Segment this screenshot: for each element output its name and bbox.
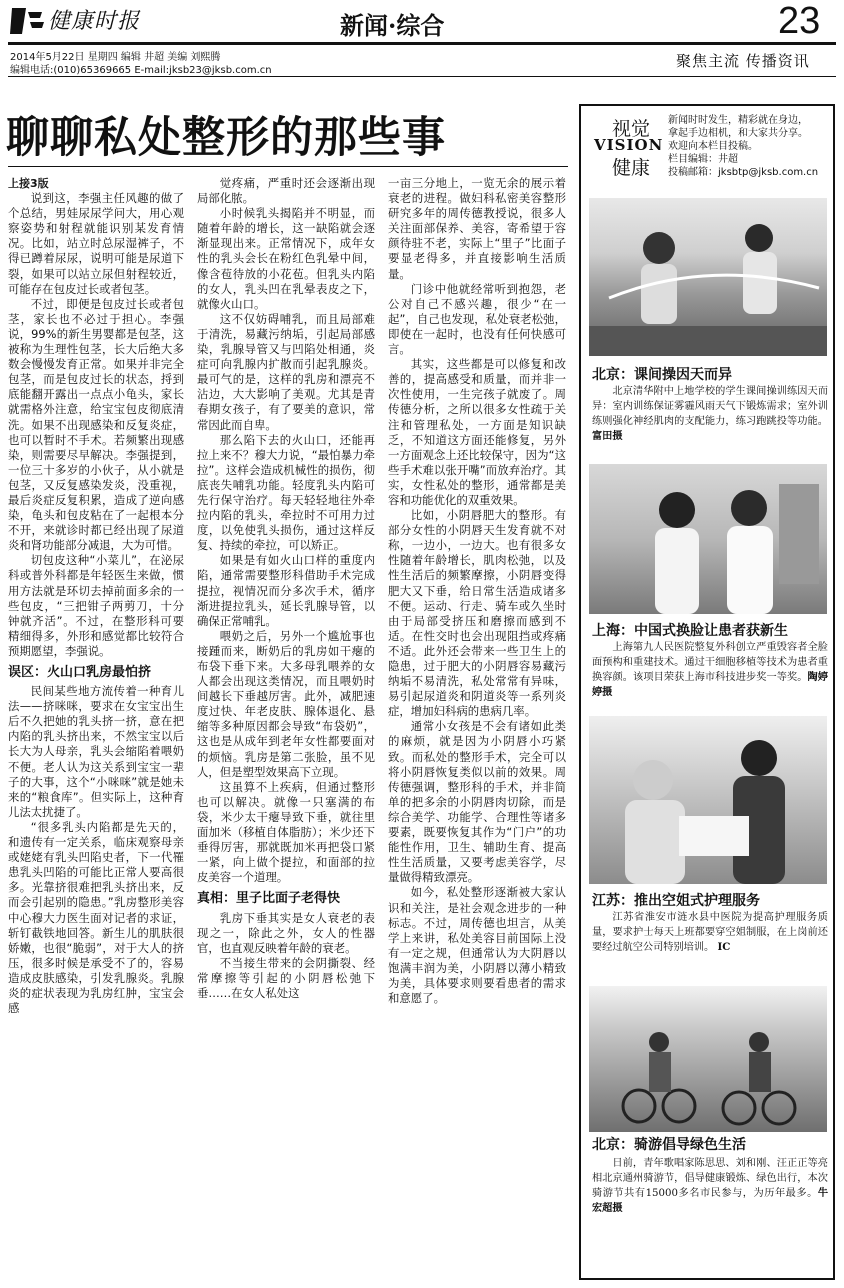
photo-credit: 牛宏超摄 xyxy=(592,1187,828,1214)
section-title: 新闻·综合 xyxy=(340,11,445,40)
caption-text: 北京清华附中上地学校的学生课间操训练因天而异：室内训练保证雾霾风雨天气下锻炼需求；室外训练则强化神经肌肉的支配能力，练习跑跳投等功能。 xyxy=(592,386,828,427)
editor-contact: 编辑电话:(010)65369665 E-mail:jksb23@jksb.com.cn xyxy=(10,65,272,76)
intro-line: 新闻时时发生，精彩就在身边， xyxy=(668,115,808,126)
paragraph: 比如，小阴唇肥大的整形。有部分女性的小阴唇天生发育就不对称，一边小，一边大。也有很多女性随着年龄增长，肌肉松弛，以及性生活后的频繁摩擦，小阴唇变得肥大又下垂，给日常生活造成诸多不便。运动、行走、骑车或久坐时由于局部受挤压和磨擦而感到不适。在性交时也会出现阻挡或疼痛不适。此外还会带来一些卫生上的隐患，过于肥大的小阴唇容易藏污纳垢不易清洗，私处常常有异味，易引起尿道炎和阴道炎等一系列炎症，增加妇科病的患病几率。 xyxy=(388,508,566,719)
article-column-3 xyxy=(388,176,566,1280)
paragraph: 民间某些地方流传着一种育儿法——挤咪咪，要求在女宝宝出生后不久把她的乳头挤一挤，意在把内陷的乳头挤出来，不然宝宝以后长大为人母亲，乳头会缩陷着喂奶不便。老人认为这关系到宝宝一辈子的大事，这个“小咪咪”就是她未来的“粮食库”。但实际上，这种育儿法太扰捷了。 xyxy=(8,684,184,819)
intro-line: 投稿邮箱：jksbtp@jksb.com.cn xyxy=(668,167,819,178)
caption-text: 上海第九人民医院整复外科创立严重毁容者全脸面预构和重建技术。通过干细胞移植等技术为患者重换容颜。该项目荣获上海市科技进步奖一等奖。 xyxy=(592,642,828,683)
story-caption xyxy=(592,640,828,700)
article-column-1 xyxy=(8,176,184,1280)
caption-text: 江苏省淮安市涟水县中医院为提高护理服务质量，要求护士每天上班都要穿空姐制服，在上岗前还要经过航空公司特别培训。 xyxy=(592,912,828,953)
logo-mark-icon xyxy=(8,4,48,38)
masthead-rule xyxy=(8,42,836,45)
paper-name: 健康时报 xyxy=(48,9,141,34)
story-caption xyxy=(592,910,828,955)
photo-credit: 陶婷婷摄 xyxy=(592,671,828,698)
story-title: 上海：中国式换脸让患者获新生 xyxy=(592,623,788,639)
slogan: 聚焦主流 传播资讯 xyxy=(676,52,810,70)
paragraph: 不当接生带来的会阴撕裂、经常摩擦等引起的小阴唇松弛下垂……在女人私处这 xyxy=(197,955,375,1000)
paragraph: 那么陷下去的火山口，还能再拉上来不？穆大力说，“最怕暴力牵拉”。这样会造成机械性的损伤，彻底丧失哺乳功能。轻度乳头内陷可先行保守治疗。每天轻轻地往外牵拉内陷的乳头，牵拉时不可用力过度，以免使乳头损伤，通过这样反复、持续的牵拉，可以矫正。 xyxy=(197,432,375,553)
photo-exercise-students xyxy=(589,198,827,356)
vision-label-en: VISION xyxy=(594,136,664,154)
paragraph: 这虽算不上疾病，但通过整形也可以解决。就像一只塞满的布袋，米少太干瘪导致下垂，就往里面加米（移植自体脂肪）；米少还下垂得厉害，那就既加米再把袋口紧一紧，向上做个提拉，和面部的拉皮美容一个道理。 xyxy=(197,779,375,885)
photo-nurse-patient xyxy=(589,716,827,884)
issue-info: 2014年5月22日 星期四 编辑 井超 美编 刘熙腾 xyxy=(10,52,221,63)
vision-label-cn: 视觉 xyxy=(612,118,651,140)
paragraph: 觉疼痛，严重时还会逐渐出现局部化脓。 xyxy=(197,176,375,206)
article-column-2 xyxy=(197,176,375,1280)
paragraph: 不过，即便是包皮过长或者包茎，家长也不必过于担心。李强说，99%的新生男婴都是包茎，这被称为生理性包茎，长大后绝大多数会慢慢发育正常。如果并非完全包茎，而是包皮过长的状态，捋到底能翻开露出一点点小龟头，家长就需格外注意，给宝宝包皮彻底清洗。如果不出现感染和反复炎症，也可以暂时不手术。若频繁出现感染，则需要尽早解决。李强提到，一位三十多岁的小伙子，从小就是包茎，又反复感染发炎，没重视，最后炎症反复积累，造成了逆向感染，龟头和包皮粘在了一起根本分不开，来就诊时都已经出现了尿道炎和肾功能部分减退，大为可惜。 xyxy=(8,296,184,553)
photo-credit: 富田摄 xyxy=(592,430,623,442)
paragraph: 说到这，李强主任风趣的做了个总结，男娃尿尿学问大，用心观察姿势和射程就能识别某发育情况。比如，站立时总尿湿裤子，不得已蹲着尿尿，说明可能是尿道下裂，如果可以站立尿但射程较近，可能存在包皮过长或者包茎。 xyxy=(8,191,184,296)
intro-line: 拿起手边相机，和大家共分享。 xyxy=(668,128,808,139)
paragraph: 一亩三分地上，一览无余的展示着衰老的进程。做妇科私密美容整形研究多年的周传德教授说，很多人关注面部保养、美容，寄希望于容颜待驻不老，实际上“里子”比面子要显老得多，并直接影响生活质量。 xyxy=(388,176,566,281)
subheading: 误区：火山口乳房最怕挤 xyxy=(8,665,152,680)
vision-label-health: 健康 xyxy=(612,157,651,179)
paragraph: 喂奶之后，另外一个尴尬事也接踵而来，断奶后的乳房如干瘪的布袋下垂下来。大多母乳喂养的女人都会出现这类情况，而且喂奶时间越长下垂越厉害。此外，减肥速度过快、年老皮肤、腺体退化、悬缩等多种原因都会导致“布袋奶”，这也是从成年到老年女性都要面对的烦恼。乳房是第二张脸，虽不见人，但是塑型效果高下立现。 xyxy=(197,628,375,779)
photo-cycling-event xyxy=(589,986,827,1132)
story-title: 北京：课间操因天而异 xyxy=(592,367,732,383)
intro-line: 欢迎向本栏目投稿。 xyxy=(668,141,758,152)
continued-from: 上接3版 xyxy=(8,177,49,190)
photo-credit: IC xyxy=(717,941,731,953)
story-caption xyxy=(592,1156,828,1216)
intro-line: 栏目编辑：井超 xyxy=(668,154,738,165)
article-headline: 聊聊私处整形的那些事 xyxy=(6,113,446,163)
paragraph: 如今，私处整形逐渐被大家认识和关注，是社会观念进步的一种标志。不过，周传德也坦言，从美学上来讲，私处美容目前国际上没有一定之规，但通常认为大阴唇以饱满丰润为美，小阴唇以薄小精致为美，具体要求则要看患者的需求和意愿了。 xyxy=(388,885,566,1006)
paragraph: 如果是有如火山口样的重度内陷，通常需要整形科借助手术完成提拉，视情况而分多次手术，循序渐进提拉乳头，延长乳腺导管，以确保正常哺乳。 xyxy=(197,553,375,628)
header-rule xyxy=(8,76,836,77)
paragraph: 切包皮这种“小菜儿”，在泌尿科或普外科都是年轻医生来做，惯用方法就是环切去掉前面多余的一些包皮，“三把钳子两剪刀，十分钟就齐活”。不过，在整形科可要精细得多，外形和感觉都比较符合预期愿望，李强说。 xyxy=(8,553,184,658)
story-caption xyxy=(592,384,828,444)
page-number: 23 xyxy=(778,0,821,42)
headline-rule xyxy=(8,166,568,167)
paragraph: 这不仅妨碍哺乳，而且局部难于清洗，易藏污纳垢，引起局部感染，乳腺导管又与凹陷处相通，炎症可向乳腺内扩散而引起乳腺炎。最可气的是，这样的乳房和漂亮不沾边，大大影响了美观。尤其是青春期女孩子，有了要美的意识，常常因此而自卑。 xyxy=(197,311,375,432)
story-title: 北京：骑游倡导绿色生活 xyxy=(592,1137,746,1153)
paragraph: 通常小女孩是不会有诸如此类的麻烦，就是因为小阴唇小巧紧致。而私处的整形手术，完全可以将小阴唇恢复类似以前的效果。周传德强调，整形科的手术，并非简单的把多余的小阴唇肉切除，而是综合美学、功能学、合理性等诸多要素，既要恢复其作为“门户”的功能性作用，卫生、辅助生育、提高性生活质量，又要考虑美容学，尽量做得精致漂亮。 xyxy=(388,719,566,885)
paragraph: “很多乳头内陷都是先天的，和遗传有一定关系，临床观察母亲或姥姥有乳头凹陷史者，下一代罹患乳头凹陷的可能比正常人要高很多。光靠挤很难把乳头挤出来，反而会引起别的隐患。”乳房整形美容中心穆大力医生面对记者的求证，斩钉截铁地回答。新生儿的肌肤很娇嫩，也很“脆弱”，对于大人的挤压，很多时候是承受不了的，容易造成皮肤感染，引发乳腺炎。乳腺炎的症状表现为乳房红肿，宝宝会感 xyxy=(8,819,184,1016)
paragraph: 其实，这些都是可以修复和改善的，提高感受和质量，而并非一次性使用，一生完孩子就废了。周传德分析，之所以很多女性疏于关注和管理私处，一方面是知识缺乏，不知道这方面还能修复，另外一方面观念上还比较保守，因为“这些手术难以张开嘴”而放弃治疗。其实，女性私处的整形，通常都是美容和功能优化的双重效果。 xyxy=(388,357,566,507)
paragraph: 小时候乳头揭陷并不明显，而随着年龄的增长，这一缺陷就会逐渐显现出来。正常情况下，成年女性的乳头会长在粉红色乳晕中间，像含苞待放的小花苞。但乳头内陷的女人，乳头凹在乳晕表皮之下，就像火山口。 xyxy=(197,206,375,311)
photo-face-surgery-doctors xyxy=(589,464,827,614)
column-intro xyxy=(668,114,832,179)
story-title: 江苏：推出空姐式护理服务 xyxy=(592,893,760,909)
subheading: 真相：里子比面子老得快 xyxy=(197,891,341,907)
paragraph: 乳房下垂其实是女人衰老的表现之一，除此之外，女人的性器官，也直观反映着年龄的衰老。 xyxy=(197,910,375,955)
paragraph: 门诊中他就经常听到抱怨，老公对自己不感兴趣，很少“在一起”，自己也发现，私处衰老松弛，即使在一起时，也没有任何快感可言。 xyxy=(388,281,566,357)
caption-text: 日前，青年歌唱家陈思思、刘和刚、汪正正等亮相北京通州骑游节，倡导健康锻炼、绿色出行，本次骑游节共有15000多名市民参与，为历年最多。 xyxy=(592,1158,828,1199)
